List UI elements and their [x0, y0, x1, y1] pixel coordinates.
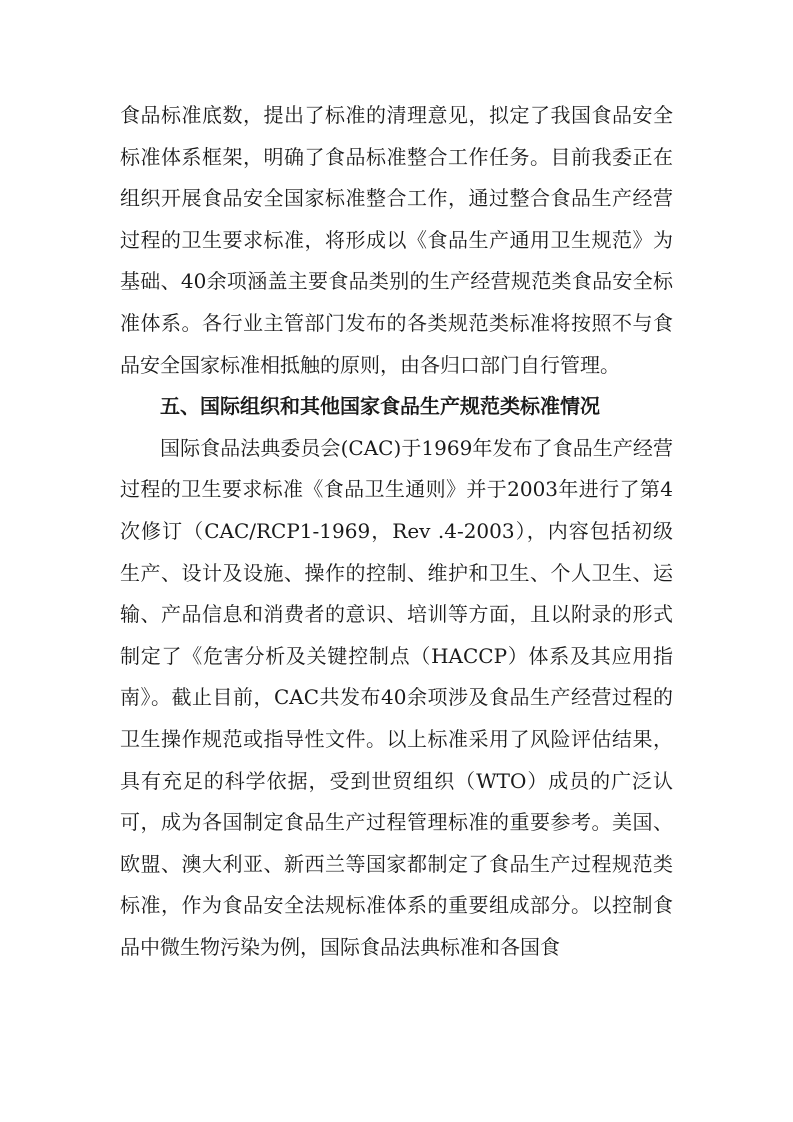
body-paragraph: 国际食品法典委员会(CAC)于1969年发布了食品生产经营过程的卫生要求标准《食品卫生通则》并于2003年进行了第4次修订（CAC/RCP1-1969，Rev .4-2003），内容包括初级生产、设计及设施、操作的控制、维护和卫生、个人卫生、运输、产品信息和消费者的意识、培训等方面，且以附录的形式制定了《危害分析及关键控制点（HACCP）体系及其应用指南》。截止目前，CAC共发布40余项涉及食品生产经营过程的卫生操作规范或指导性文件。以上标准采用了风险评估结果，具有充足的科学依据，受到世贸组织（WTO）成员的广泛认可，成为各国制定食品生产过程管理标准的重要参考。美国、欧盟、澳大利亚、新西兰等国家都制定了食品生产过程规范类标准，作为食品安全法规标准体系的重要组成部分。以控制食品中微生物污染为例，国际食品法典标准和各国食	[120, 435, 673, 959]
section-heading: 五、国际组织和其他国家食品生产规范类标准情况	[160, 394, 600, 419]
body-paragraph-continued: 食品标准底数，提出了标准的清理意见，拟定了我国食品安全标准体系框架，明确了食品标准整合工作任务。目前我委正在组织开展食品安全国家标准整合工作，通过整合食品生产经营过程的卫生要求标准，将形成以《食品生产通用卫生规范》为基础、40余项涵盖主要食品类别的生产经营规范类食品安全标准体系。各行业主管部门发布的各类规范类标准将按照不与食品安全国家标准相抵触的原则，由各归口部门自行管理。	[120, 103, 673, 377]
document-body	[120, 95, 673, 968]
